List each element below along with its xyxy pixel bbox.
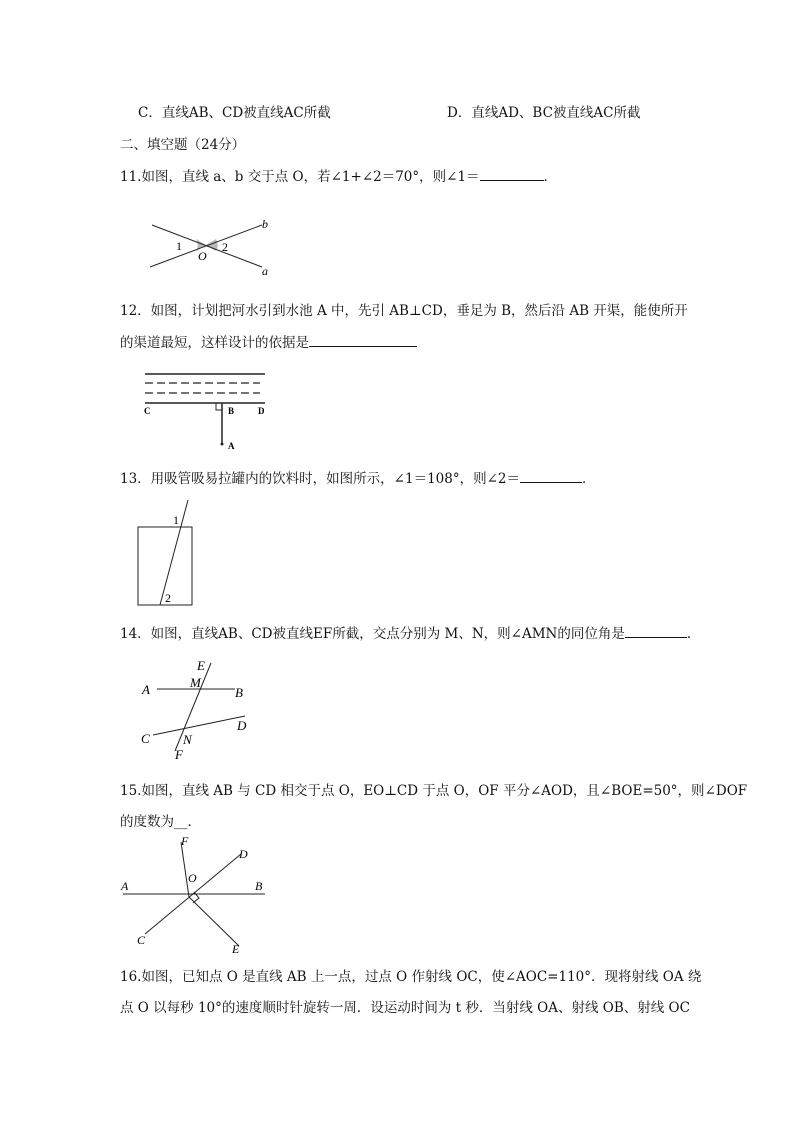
question-14-end: ． [686, 626, 701, 642]
question-12-line1: 12．如图，计划把河水引到水池 A 中，先引 AB⊥CD，垂足为 B，然后沿 AB 开渠，能使所开 [120, 303, 688, 319]
figure-q14 [135, 655, 260, 765]
label-c: C [137, 933, 146, 947]
question-15-line2: 的度数为__． [120, 814, 201, 830]
question-13-text: 13．用吸管吸易拉罐内的饮料时，如图所示，∠1＝108°，则∠2＝ [120, 471, 520, 487]
label-m: M [190, 675, 201, 690]
option-d: D．直线AD、BC被直线AC所截 [447, 105, 641, 121]
label-b: b [262, 217, 268, 231]
label-c: C [144, 406, 151, 416]
label-e: E [232, 942, 240, 955]
label-o: O [198, 249, 207, 263]
label-a: A [121, 879, 129, 893]
label-2: 2 [165, 591, 171, 605]
label-f: F [181, 834, 189, 848]
figure-q15 [115, 830, 275, 955]
question-13-end: ． [582, 471, 596, 487]
figure-q12 [140, 365, 280, 455]
label-d: D [239, 847, 248, 861]
question-14 [120, 624, 700, 643]
figure-q11 [140, 215, 280, 280]
label-a: A [142, 682, 150, 697]
label-1: 1 [176, 239, 182, 253]
figure-q13 [130, 495, 210, 610]
answer-blank-11[interactable] [480, 167, 544, 181]
question-12-line2: 的渠道最短，这样设计的依据是 [120, 335, 309, 351]
label-a: A [228, 441, 235, 451]
question-11-text: 11.如图，直线 a、b 交于点 O，若∠1+∠2＝70°，则∠1＝ [120, 169, 480, 185]
question-16-line2: 点 O 以每秒 10°的速度顺时针旋转一周．设运动时间为 t 秒．当射线 OA、射线 OB、射线 OC [120, 1000, 690, 1016]
label-2: 2 [222, 240, 228, 254]
answer-blank-12[interactable] [309, 333, 417, 347]
label-b: B [255, 879, 263, 893]
answer-blank-14[interactable] [625, 624, 687, 638]
label-d: D [237, 718, 247, 733]
label-n: N [183, 732, 192, 747]
label-e: E [197, 658, 205, 673]
label-a: a [262, 264, 268, 278]
question-13 [120, 469, 596, 488]
label-d: D [258, 406, 265, 416]
question-15-line1: 15.如图，直线 AB 与 CD 相交于点 O，EO⊥CD 于点 O，OF 平分∠AOD，且∠BOE=50°，则∠DOF [120, 783, 748, 799]
question-16-line1: 16.如图，已知点 O 是直线 AB 上一点，过点 O 作射线 OC，使∠AOC=110°．现将射线 OA 绕 [120, 969, 702, 985]
label-1: 1 [173, 513, 179, 527]
label-o: O [188, 871, 197, 885]
label-b: B [228, 406, 235, 416]
label-f: F [175, 747, 183, 762]
question-14-text: 14．如图，直线AB、CD被直线EF所截，交点分别为 M、N，则∠AMN的同位角是 [120, 626, 625, 642]
option-c: C．直线AB、CD被直线AC所截 [138, 105, 331, 121]
question-12 [120, 333, 417, 352]
label-b: B [235, 685, 243, 700]
question-11-end: ． [543, 169, 558, 185]
answer-blank-13[interactable] [520, 469, 582, 483]
label-c: C [141, 731, 150, 746]
section-title: 二、填空题（24分） [120, 137, 246, 153]
question-11 [120, 167, 557, 186]
